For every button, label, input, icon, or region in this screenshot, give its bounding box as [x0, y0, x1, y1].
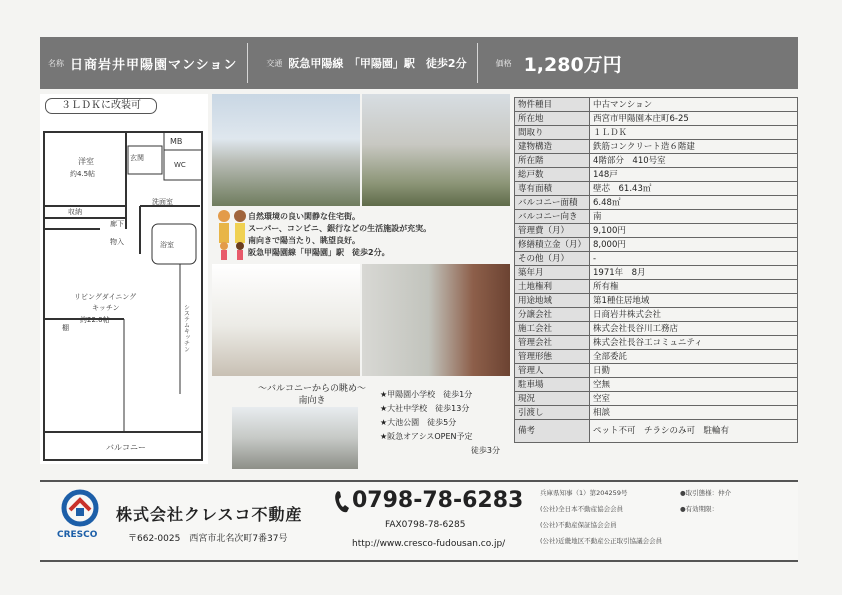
spec-key: 管理人 [515, 364, 590, 378]
spec-value: 日商岩井株式会社 [590, 308, 798, 322]
spec-value: 所有権 [590, 280, 798, 294]
svg-text:キッチン: キッチン [92, 304, 120, 312]
access-label: 交通 [266, 58, 283, 68]
spec-key: 現況 [515, 392, 590, 406]
svg-text:廊下: 廊下 [110, 220, 124, 228]
spec-value: - [590, 252, 798, 266]
spec-value: 4階部分 410号室 [590, 154, 798, 168]
license-line: (公社)全日本不動産協会会員 [540, 505, 624, 513]
spec-row [515, 210, 798, 224]
spec-row [515, 322, 798, 336]
svg-text:WC: WC [174, 161, 186, 169]
fax-number: FAX0798-78-6285 [385, 520, 466, 530]
spec-value: 9,100円 [590, 224, 798, 238]
svg-text:MB: MB [170, 137, 183, 146]
spec-key: 築年月 [515, 266, 590, 280]
nearby-item: ★甲陽園小学校 徒歩1分 [380, 390, 473, 399]
svg-text:バルコニー: バルコニー [106, 443, 146, 452]
nearby-item: ★大池公園 徒歩5分 [380, 418, 457, 427]
spec-row [515, 392, 798, 406]
company-name: 株式会社クレスコ不動産 [116, 505, 303, 524]
spec-row [515, 294, 798, 308]
svg-text:収納: 収納 [68, 208, 82, 216]
floor-plan [40, 94, 208, 464]
spec-value: 148戸 [590, 168, 798, 182]
living-room-photo [362, 264, 510, 376]
spec-value: 南 [590, 210, 798, 224]
nearby-item: ★大社中学校 徒歩13分 [380, 404, 470, 413]
spec-key: その他（月） [515, 252, 590, 266]
spec-key: 物件種目 [515, 98, 590, 112]
spec-row [515, 350, 798, 364]
spec-row [515, 182, 798, 196]
spec-value: 日勤 [590, 364, 798, 378]
website-link[interactable]: http://www.cresco-fudousan.co.jp/ [352, 539, 506, 549]
svg-text:洋室: 洋室 [78, 157, 94, 166]
spec-value: 壁芯 61.43㎡ [590, 182, 798, 196]
spec-value: １ＬＤＫ [590, 126, 798, 140]
balcony-caption-line: 南向き [298, 396, 326, 406]
spec-key: 土地権利 [515, 280, 590, 294]
property-name: 日商岩井甲陽園マンション [70, 57, 238, 73]
spec-row [515, 364, 798, 378]
company-address: 〒662-0025 西宮市北名次町7番37号 [128, 534, 288, 544]
access-text: 阪急甲陽線 「甲陽園」駅 徒歩2分 [288, 57, 467, 70]
description-line: 自然環境の良い閑静な住宅街。 [248, 212, 360, 221]
description-line: 阪急甲陽園線「甲陽園」駅 徒歩2分。 [248, 248, 390, 257]
svg-text:システムキッチン: システムキッチン [182, 304, 190, 352]
spec-value: 相談 [590, 406, 798, 420]
spec-key: バルコニー面積 [515, 196, 590, 210]
name-label: 名称 [48, 58, 64, 68]
spec-table [514, 97, 798, 443]
spec-key: 分譲会社 [515, 308, 590, 322]
balcony-caption [232, 383, 392, 407]
spec-key: 引渡し [515, 406, 590, 420]
price-label: 価格 [495, 58, 512, 68]
license-line: 兵庫県知事（1）第204259号 [540, 489, 628, 497]
company-logo-icon [56, 488, 104, 528]
spec-key: 管理会社 [515, 336, 590, 350]
spec-row [515, 420, 798, 443]
description-line: スーパー、コンビニ、銀行などの生活施設が充実。 [248, 224, 432, 233]
svg-text:約4.5帖: 約4.5帖 [70, 170, 96, 178]
spec-row [515, 336, 798, 350]
phone-number[interactable]: 0798-78-6283 [352, 488, 524, 513]
svg-text:約22.0帖: 約22.0帖 [80, 316, 110, 324]
spec-row [515, 252, 798, 266]
spec-value: 全部委託 [590, 350, 798, 364]
spec-key: 総戸数 [515, 168, 590, 182]
transaction-info [680, 485, 731, 517]
spec-value: 6.48㎡ [590, 196, 798, 210]
header-bar [40, 37, 798, 89]
spec-value: 西宮市甲陽園本庄町6-25 [590, 112, 798, 126]
divider [477, 43, 478, 83]
spec-key: 間取り [515, 126, 590, 140]
transaction-line: ●有効期限： [680, 505, 719, 513]
spec-value: 空室 [590, 392, 798, 406]
spec-key: 管理形態 [515, 350, 590, 364]
spec-row [515, 406, 798, 420]
spec-key: 修繕積立金（月） [515, 238, 590, 252]
spec-value: 1971年 8月 [590, 266, 798, 280]
spec-row [515, 112, 798, 126]
phone-icon [334, 490, 350, 514]
svg-text:リビングダイニング: リビングダイニング [74, 293, 137, 301]
spec-row [515, 238, 798, 252]
price: 1,280万円 [523, 53, 622, 76]
license-line: (公社)近畿地区不動産公正取引協議会会員 [540, 537, 663, 545]
spec-row [515, 196, 798, 210]
property-description [248, 211, 498, 259]
spec-row [515, 126, 798, 140]
spec-value: 株式会社長谷工コミュニティ [590, 336, 798, 350]
svg-text:浴室: 浴室 [160, 241, 174, 249]
spec-key: 管理費（月） [515, 224, 590, 238]
spec-key: 建物構造 [515, 140, 590, 154]
building-photo [212, 94, 360, 206]
description-line: 南向きで陽当たり、眺望良好。 [248, 236, 360, 245]
svg-text:洗面室: 洗面室 [152, 198, 173, 206]
svg-text:物入: 物入 [110, 238, 124, 246]
svg-text:玄関: 玄関 [130, 154, 144, 162]
balcony-view-photo [232, 407, 358, 469]
spec-key: 専有面積 [515, 182, 590, 196]
spec-row [515, 378, 798, 392]
nearby-item: 徒歩3分 [470, 446, 500, 455]
spec-row [515, 266, 798, 280]
nearby-item: ★阪急オアシスOPEN予定 [380, 432, 473, 441]
balcony-caption-line: ～バルコニーからの眺め～ [257, 384, 366, 394]
spec-value: 第1種住居地域 [590, 294, 798, 308]
spec-row [515, 308, 798, 322]
spec-row [515, 154, 798, 168]
spec-value: 鉄筋コンクリート造６階建 [590, 140, 798, 154]
spec-value: ペット不可 チラシのみ可 駐輪有 [590, 420, 798, 443]
transaction-line: ●取引態様：仲介 [680, 489, 732, 497]
spec-row [515, 140, 798, 154]
svg-text:棚: 棚 [62, 324, 69, 332]
license-line: (公社)不動産保証協会会員 [540, 521, 617, 529]
family-icon [214, 206, 250, 262]
logo-text: CRESCO [57, 530, 98, 540]
spec-value: 中古マンション [590, 98, 798, 112]
spec-key: 備考 [515, 420, 590, 443]
spec-row [515, 168, 798, 182]
spec-value: 株式会社長谷川工務店 [590, 322, 798, 336]
entrance-photo [362, 94, 510, 206]
spec-key: 駐車場 [515, 378, 590, 392]
floor-plan-caption: ３ＬＤＫに改装可 [45, 98, 157, 114]
spec-value: 8,000円 [590, 238, 798, 252]
spec-key: 所在階 [515, 154, 590, 168]
spec-row [515, 98, 798, 112]
spec-key: 用途地域 [515, 294, 590, 308]
spec-key: 所在地 [515, 112, 590, 126]
license-info [540, 485, 662, 549]
spec-key: バルコニー向き [515, 210, 590, 224]
kitchen-photo [212, 264, 360, 376]
spec-value: 空無 [590, 378, 798, 392]
spec-row [515, 280, 798, 294]
spec-key: 施工会社 [515, 322, 590, 336]
spec-row [515, 224, 798, 238]
divider [247, 43, 248, 83]
nearby-list [380, 388, 500, 458]
